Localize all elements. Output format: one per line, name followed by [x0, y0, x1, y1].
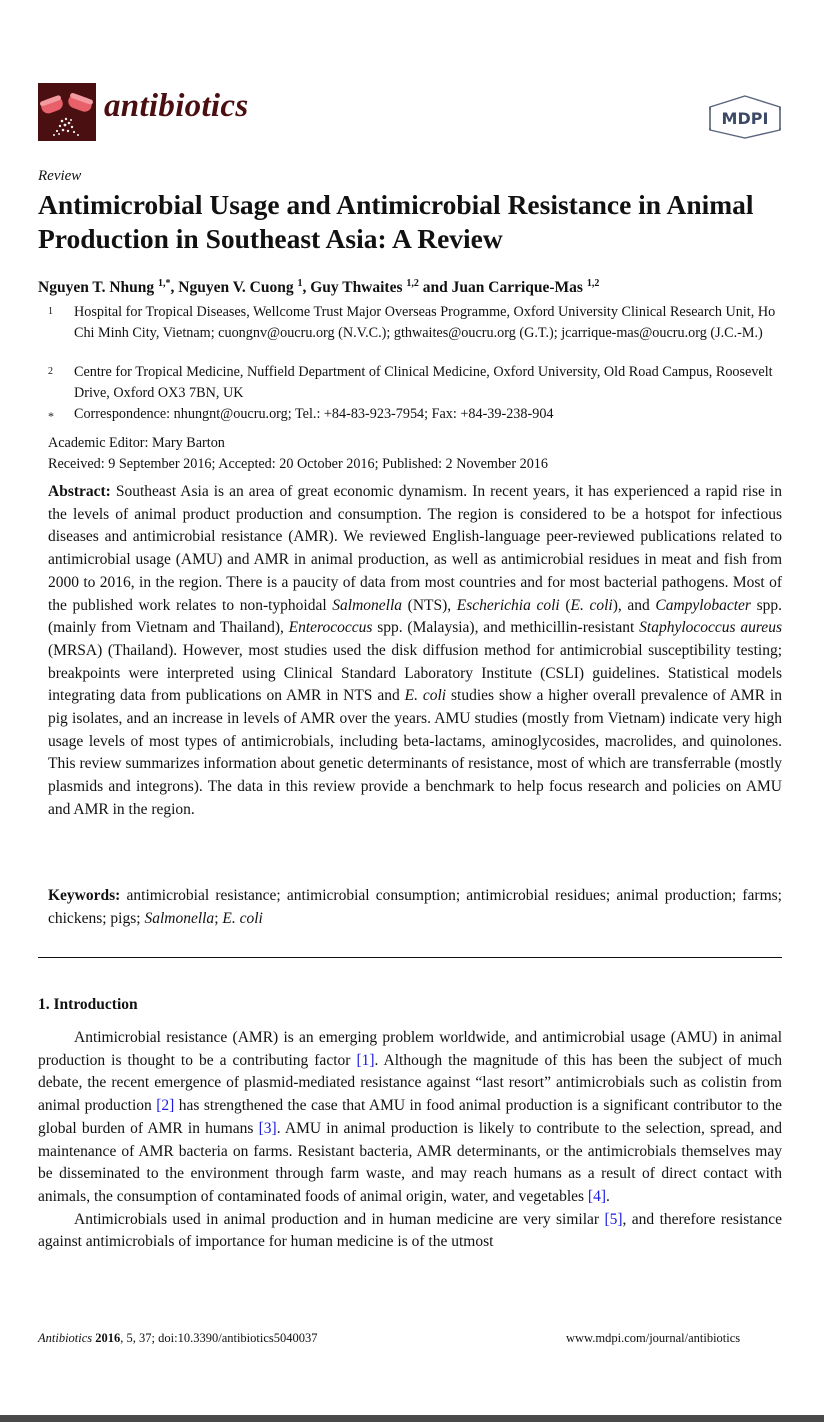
- text-run: (: [559, 596, 571, 614]
- author: Guy Thwaites: [310, 279, 403, 297]
- text-run: . Although the magnitude of this has been the subject of much debate, the recent emergence of plasmid-mediated resistance against “last resort” antimicrobials such as colistin from animal production: [38, 1051, 783, 1115]
- text-run: (NTS),: [402, 596, 457, 614]
- affiliation-mark: 1: [48, 306, 53, 317]
- citation-link[interactable]: [4]: [587, 1187, 606, 1205]
- text-run: Antimicrobial resistance (AMR) is an emerging problem worldwide, and antimicrobial usage (AMU) in animal production is thought to be a contributing factor: [38, 1029, 782, 1069]
- paragraph: [38, 1027, 782, 1209]
- author: Nguyen T. Nhung: [38, 279, 155, 297]
- correspondence: [48, 404, 788, 425]
- author-separator: and: [418, 279, 452, 297]
- author-affiliation-mark: 1,2: [586, 278, 600, 289]
- affiliation: [48, 362, 788, 403]
- viewer-bottom-bar: [0, 1415, 824, 1422]
- text-run: spp. (mainly from Vietnam and Thailand),: [48, 596, 782, 637]
- keywords-label: Keywords:: [48, 887, 121, 904]
- italic-term: E. coli: [570, 596, 613, 614]
- text-run: .: [606, 1187, 610, 1205]
- affiliation-mark: 2: [48, 366, 53, 377]
- italic-term: Salmonella: [144, 909, 215, 927]
- text-run: Southeast Asia is an area of great economic dynamism. In recent years, it has experienced a rapid rise in the levels of animal product production and consumption. The region is considered to be a hotspot for infectious diseases and antimicrobial resistance (AMR). We reviewed English-language peer-reviewed publications related to antimicrobial usage (AMU) and AMR in animal production, as well as antimicrobial residues in meat and fish from 2000 to 2016, in the region. There is a paucity of data from most countries and for most bacterial pathogens. Most of the published work relates to non-typhoidal: [48, 483, 782, 614]
- article-type: Review: [38, 168, 82, 184]
- text-run: has strengthened the case that AMU in food animal production is a significant contributor to the global burden of AMR in humans: [38, 1097, 782, 1137]
- author-affiliation-mark: 1: [297, 278, 303, 289]
- italic-term: Staphylococcus aureus: [639, 619, 782, 637]
- citation-link[interactable]: [1]: [356, 1051, 375, 1069]
- author-list: [38, 278, 599, 297]
- text-run: , and therefore resistance against antimicrobials of importance for human medicine is of the utmost: [38, 1210, 783, 1251]
- academic-editor: Academic Editor: Mary Barton: [48, 435, 225, 451]
- affiliation-text: Centre for Tropical Medicine, Nuffield Department of Clinical Medicine, Oxford University, Old Road Campus, Roosevelt Drive, Oxford OX3 7BN, UK: [74, 364, 773, 401]
- text-run: . AMU in animal production is likely to contribute to the selection, spread, and maintenance of AMR bacteria on farms. Resistant bacteria, AMR determinants, or the antimicrobials themselves may be disseminated to the environment through farm waste, and may reach humans as a result of direct contact with animals, the consumption of contaminated foods of animal origin, water, and vegetables: [38, 1119, 782, 1205]
- text-run: Antimicrobials used in animal production and in human medicine are very similar: [74, 1210, 605, 1228]
- text-run: spp. (Malaysia), and methicillin-resistant: [372, 619, 640, 637]
- keywords-text: [48, 887, 782, 927]
- author-separator: ,: [302, 279, 311, 297]
- section-heading: 1. Introduction: [38, 996, 138, 1013]
- author: Juan Carrique-Mas: [451, 279, 583, 297]
- mdpi-logo-text: MDPI: [721, 109, 769, 128]
- italic-term: E. coli: [222, 909, 263, 927]
- italic-term: Enterococcus: [288, 619, 373, 637]
- mdpi-logo: [706, 94, 784, 140]
- keywords: [48, 885, 782, 930]
- footer-year: 2016: [95, 1331, 121, 1345]
- citation-link[interactable]: [3]: [258, 1119, 277, 1137]
- text-run: antimicrobial resistance; antimicrobial consumption; antimicrobial residues; animal production; farms; chickens; pigs;: [48, 887, 782, 927]
- journal-name: antibiotics: [104, 88, 249, 124]
- italic-term: Campylobacter: [655, 596, 751, 614]
- journal-logo-icon: [38, 83, 96, 141]
- abstract-label: Abstract:: [48, 483, 111, 500]
- affiliation: [48, 302, 788, 343]
- section-divider: [38, 957, 782, 958]
- correspondence-mark: *: [48, 409, 54, 423]
- author: Nguyen V. Cuong: [178, 279, 294, 297]
- correspondence-text: Correspondence: nhungnt@oucru.org; Tel.: +84-83-923-7954; Fax: +84-39-238-904: [74, 406, 554, 422]
- footer-citation: [38, 1331, 318, 1346]
- italic-term: E. coli: [404, 687, 447, 705]
- footer-url[interactable]: www.mdpi.com/journal/antibiotics: [566, 1331, 741, 1345]
- author-affiliation-mark: 1,*: [158, 278, 171, 289]
- footer-doi[interactable]: , 5, 37; doi:10.3390/antibiotics5040037: [120, 1331, 318, 1345]
- text-run: ;: [214, 909, 223, 927]
- introduction-body: [38, 1027, 782, 1254]
- text-run: ), and: [612, 596, 656, 614]
- abstract-text: [48, 483, 782, 818]
- text-run: (MRSA) (Thailand). However, most studies used the disk diffusion method for antimicrobial susceptibility testing; breakpoints were interpreted using Clinical Standard Laboratory Institute (CSLI) guidelines. Statistical models integrating data from publications on AMR in NTS and: [48, 641, 782, 705]
- footer-journal: Antibiotics: [38, 1331, 93, 1345]
- text-run: studies show a higher overall prevalence of AMR in pig isolates, and an increase in levels of AMR over the years. AMU studies (mostly from Vietnam) indicate very high usage levels of most types of antimicrobials, including beta-lactams, aminoglycosides, macrolides, and quinolones. This review summarizes information about genetic determinants of resistance, most of which are transferrable (mostly plasmids and integrons). The data in this review provide a benchmark to help focus research and policies on AMU and AMR in the region.: [48, 687, 782, 818]
- citation-link[interactable]: [2]: [156, 1097, 175, 1115]
- abstract: [48, 481, 782, 822]
- italic-term: Escherichia coli: [456, 596, 560, 614]
- citation-link[interactable]: [5]: [604, 1210, 623, 1228]
- capsule-pill-icon: [38, 83, 96, 141]
- article-title: Antimicrobial Usage and Antimicrobial Resistance in Animal Production in Southeast Asia: A Review: [38, 189, 754, 254]
- italic-term: Salmonella: [332, 596, 403, 614]
- publication-dates: Received: 9 September 2016; Accepted: 20 October 2016; Published: 2 November 2016: [48, 456, 548, 472]
- author-affiliation-mark: 1,2: [406, 278, 419, 289]
- affiliation-text: Hospital for Tropical Diseases, Wellcome Trust Major Overseas Programme, Oxford University Clinical Research Unit, Ho Chi Minh City, Vietnam; cuongnv@oucru.org (N.V.C.); gthwaites@oucru.org (G.T.); jcarrique-mas@oucru.org (J.C.-M.): [74, 304, 776, 341]
- paragraph: [38, 1209, 782, 1254]
- author-separator: ,: [170, 279, 179, 297]
